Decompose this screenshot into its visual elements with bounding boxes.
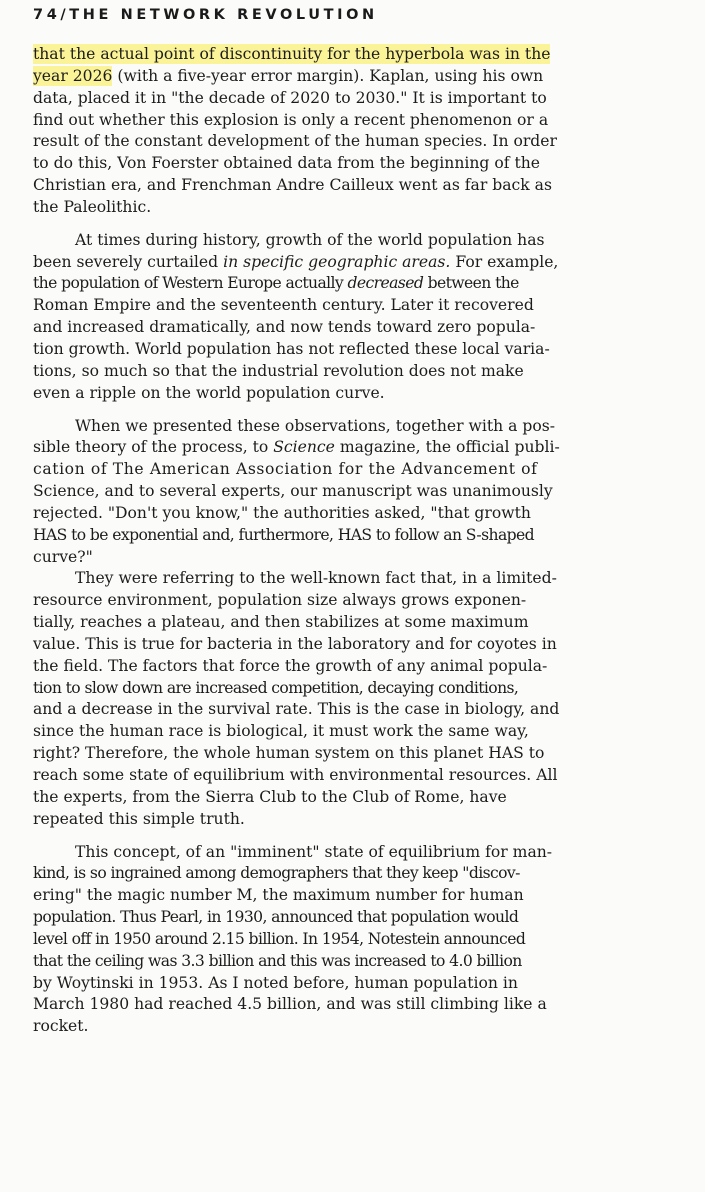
- text-line: the Paleolithic.: [33, 197, 152, 216]
- text-line: resource environment, population size always grows exponen-: [33, 591, 527, 610]
- text-segment: For example,: [450, 252, 559, 271]
- text-line: kind, is so ingrained among demographers that they keep "discov-: [33, 864, 520, 883]
- highlighted-text: year 2026: [33, 66, 113, 85]
- text-line: rejected. "Don't you know," the authorities asked, "that growth: [33, 503, 531, 522]
- text-line: level off in 1950 around 2.15 billion. In 1954, Notestein announced: [33, 929, 526, 948]
- text-line: rocket.: [33, 1017, 89, 1036]
- text-line: They were referring to the well-known fact that, in a limited-: [75, 569, 557, 588]
- text-line: tially, reaches a plateau, and then stabilizes at some maximum: [33, 613, 529, 632]
- text-line: HAS to be exponential and, furthermore, HAS to follow an S-shaped: [33, 525, 535, 544]
- text-line: [33, 252, 693, 274]
- text-line: by Woytinski in 1953. As I noted before, human population in: [33, 973, 518, 992]
- text-line: ering" the magic number M, the maximum number for human: [33, 886, 524, 905]
- text-segment: between the: [423, 274, 519, 293]
- text-line: right? Therefore, the whole human system on this planet HAS to: [33, 744, 545, 763]
- running-head: 74/THE NETWORK REVOLUTION: [33, 7, 378, 23]
- text-line: tions, so much so that the industrial revolution does not make: [33, 361, 524, 380]
- text-line: cation of The American Association for the Advancement of: [33, 460, 538, 479]
- italic-text: Science: [273, 438, 335, 457]
- text-line: At times during history, growth of the world population has: [75, 230, 545, 249]
- text-line: the experts, from the Sierra Club to the Club of Rome, have: [33, 787, 507, 806]
- text-line: and a decrease in the survival rate. This is the case in biology, and: [33, 700, 560, 719]
- text-line: to do this, Von Foerster obtained data from the beginning of the: [33, 154, 540, 173]
- text-line: repeated this simple truth.: [33, 809, 245, 828]
- paragraph: [33, 842, 693, 1039]
- text-line: curve?": [33, 547, 93, 566]
- text-line: result of the constant development of the human species. In order: [33, 132, 557, 151]
- paragraph: [33, 230, 693, 405]
- text-line: [33, 437, 693, 459]
- text-line: When we presented these observations, together with a pos-: [75, 416, 556, 435]
- italic-text: decreased: [347, 274, 424, 293]
- highlighted-text: that the actual point of discontinuity for the hyperbola was in the: [33, 45, 551, 63]
- text-segment: the population of Western Europe actually: [33, 274, 348, 293]
- text-segment: sible theory of the process, to: [33, 438, 274, 457]
- text-line: data, placed it in "the decade of 2020 to 2030." It is important to: [33, 88, 547, 107]
- text-line: Science, and to several experts, our manuscript was unanimously: [33, 482, 553, 501]
- paragraph: [33, 416, 693, 569]
- text-line: the field. The factors that force the growth of any animal popula-: [33, 656, 548, 675]
- text-line: find out whether this explosion is only a recent phenomenon or a: [33, 110, 549, 129]
- text-line: value. This is true for bacteria in the laboratory and for coyotes in: [33, 634, 557, 653]
- paragraph: [33, 44, 693, 219]
- text-line: [33, 44, 693, 66]
- text-line: [33, 273, 693, 295]
- text-segment: (with a five-year error margin). Kaplan, using his own: [112, 66, 544, 85]
- paragraph: [33, 568, 693, 830]
- text-segment: magazine, the official publi-: [334, 438, 560, 457]
- text-line: This concept, of an "imminent" state of equilibrium for man-: [75, 842, 553, 861]
- italic-text: in specific geographic areas.: [223, 252, 451, 271]
- text-line: tion to slow down are increased competition, decaying conditions,: [33, 678, 519, 697]
- text-line: and increased dramatically, and now tends toward zero popula-: [33, 318, 536, 337]
- text-line: that the ceiling was 3.3 billion and this was increased to 4.0 billion: [33, 951, 522, 970]
- text-line: Roman Empire and the seventeenth century. Later it recovered: [33, 296, 534, 315]
- text-line: population. Thus Pearl, in 1930, announced that population would: [33, 908, 519, 927]
- text-line: March 1980 had reached 4.5 billion, and was still climbing like a: [33, 995, 547, 1014]
- text-line: reach some state of equilibrium with environmental resources. All: [33, 766, 558, 784]
- body-text: [33, 44, 693, 1038]
- text-line: since the human race is biological, it must work the same way,: [33, 722, 529, 741]
- text-segment: been severely curtailed: [33, 252, 224, 271]
- text-line: Christian era, and Frenchman Andre Cailleux went as far back as: [33, 176, 552, 195]
- text-line: [33, 66, 693, 88]
- text-line: tion growth. World population has not reflected these local varia-: [33, 339, 550, 358]
- text-line: even a ripple on the world population curve.: [33, 383, 385, 402]
